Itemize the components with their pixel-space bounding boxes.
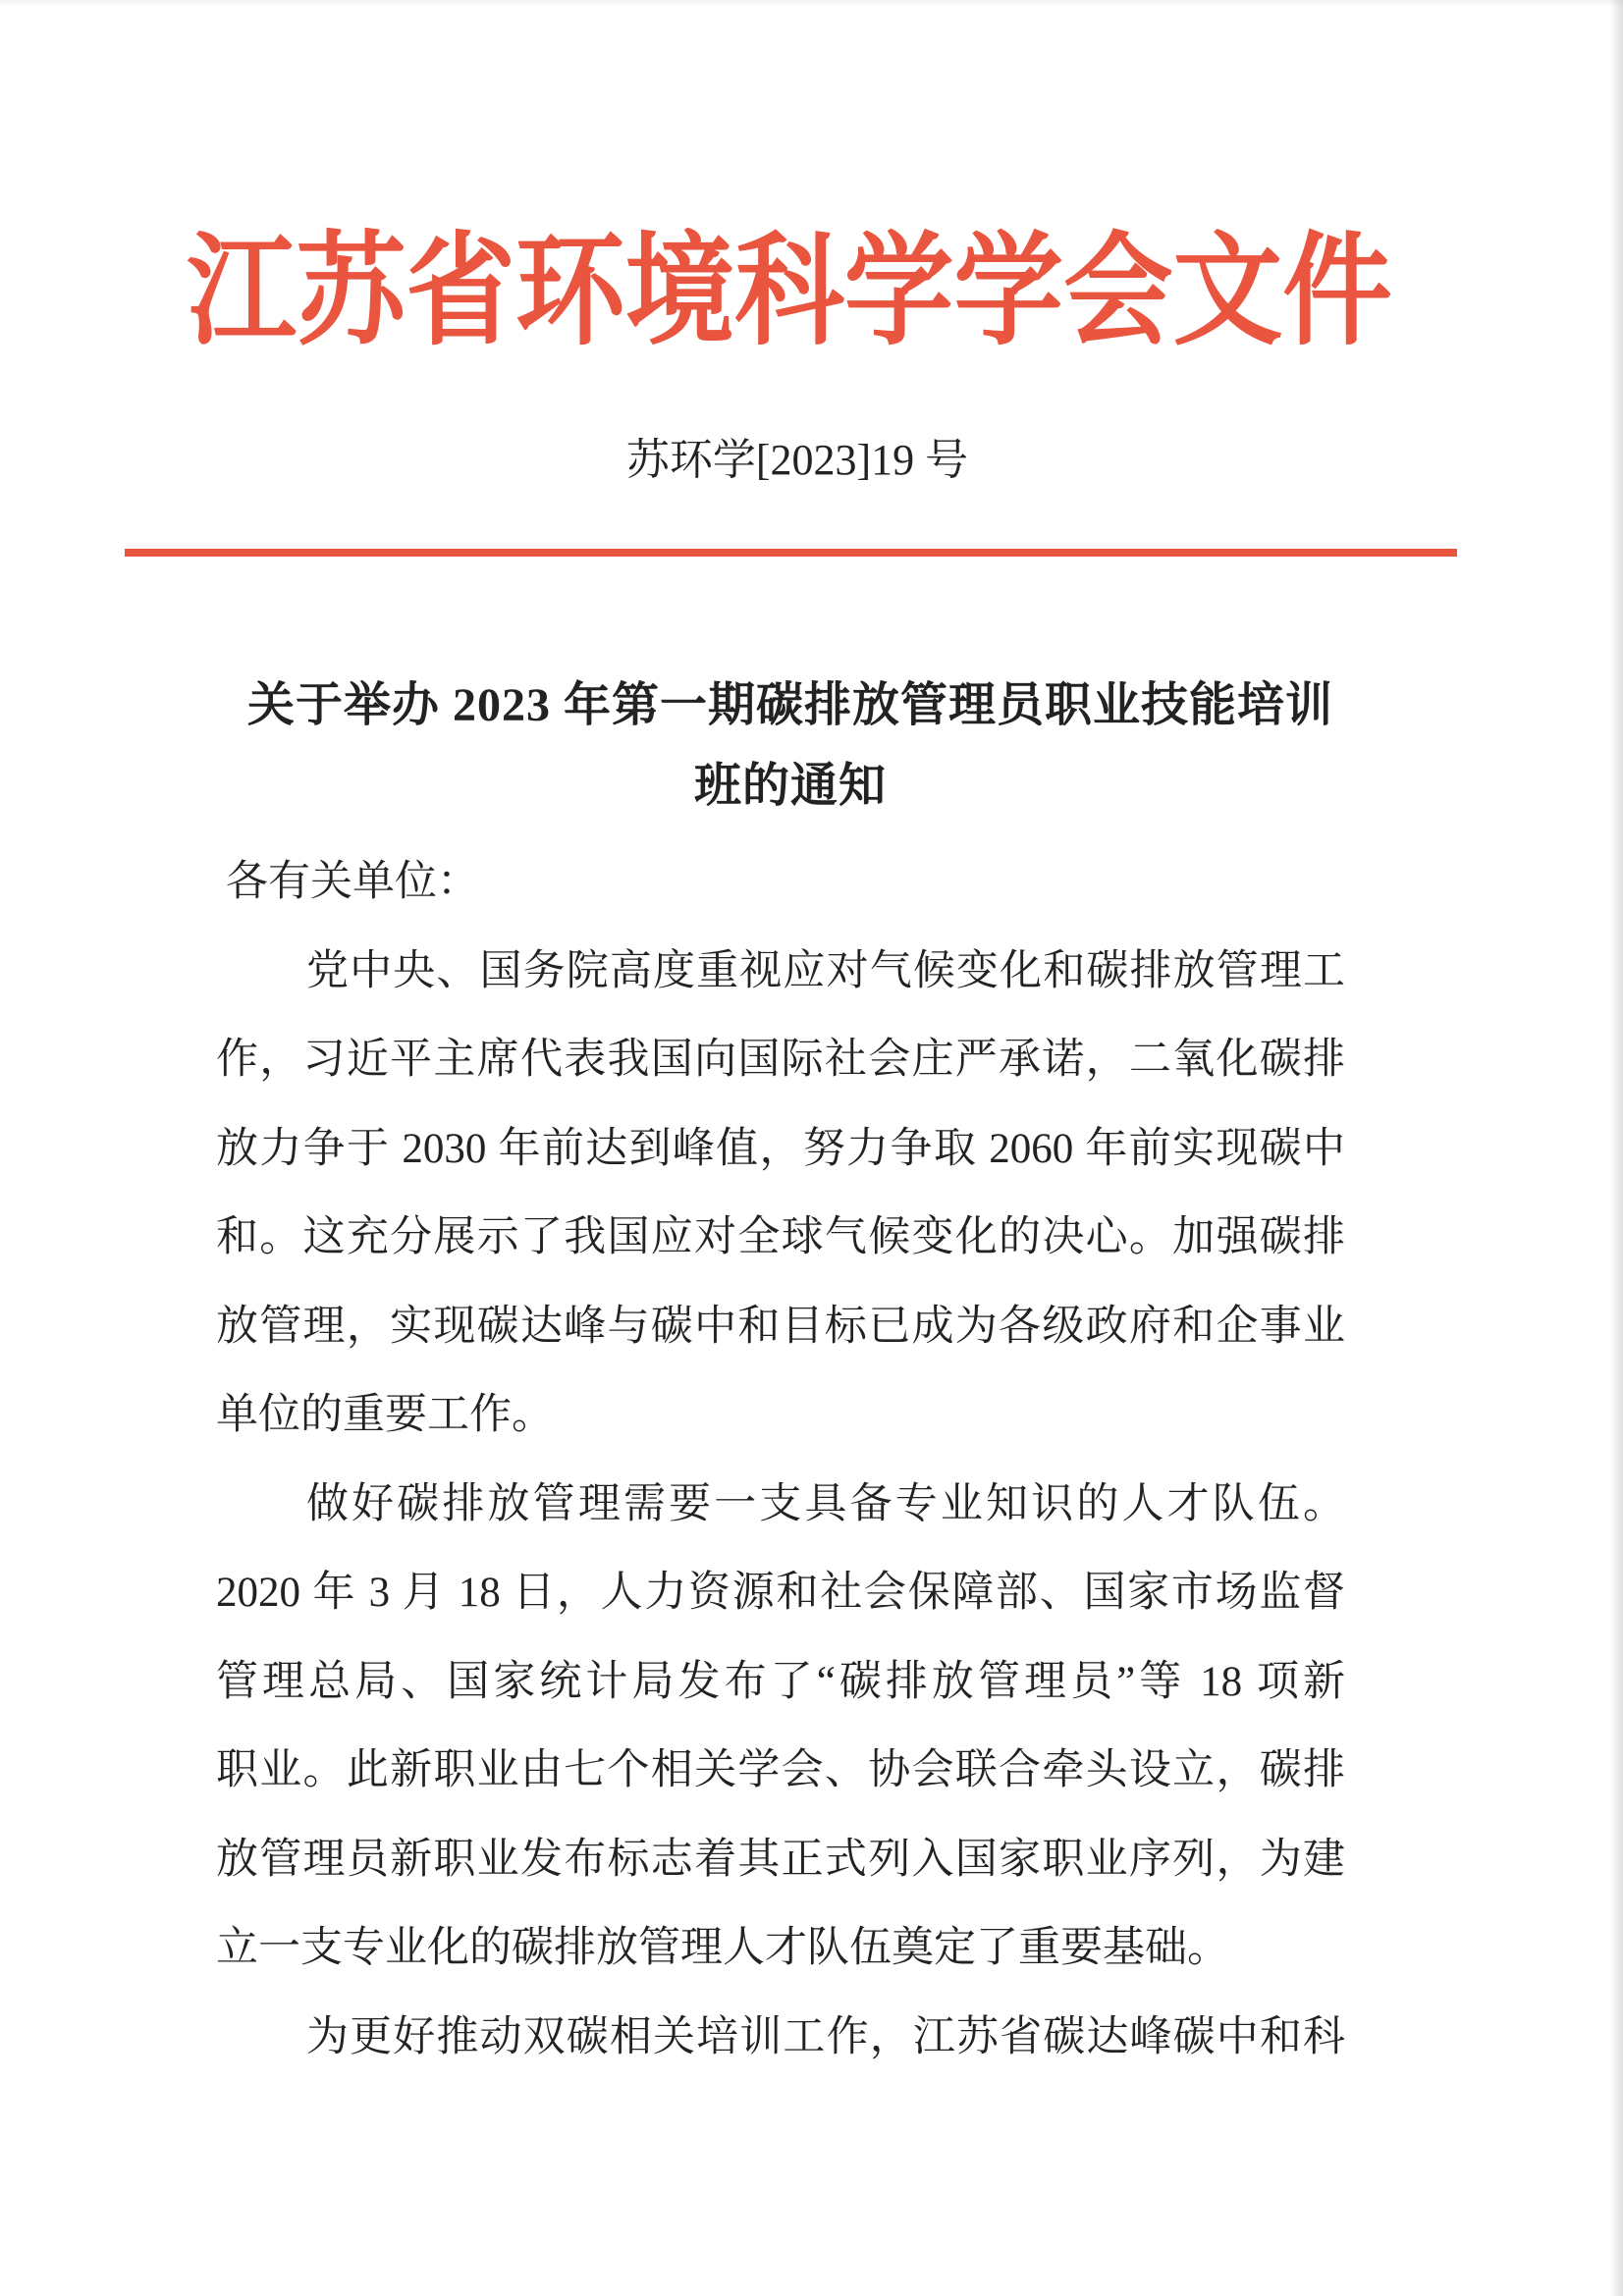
body-text-line: 放管理，实现碳达峰与碳中和目标已成为各级政府和企事业	[216, 1303, 1345, 1350]
paragraph-2	[216, 1461, 1345, 1994]
document-number: 苏环学[2023]19 号	[625, 436, 969, 484]
salutation: 各有关单位：	[226, 859, 479, 905]
body-text-line: 做好碳排放管理需要一支具备专业知识的人才队伍。	[306, 1480, 1345, 1527]
heading-line: 班的通知	[693, 760, 887, 812]
scan-shadow-top	[0, 0, 1623, 6]
body-text-line: 放管理员新职业发布标志着其正式列入国家职业序列，为建	[216, 1836, 1345, 1883]
letterhead-title	[0, 224, 1579, 361]
heading-line: 关于举办 2023 年第一期碳排放管理员职业技能培训	[246, 679, 1333, 731]
paragraph-1	[216, 928, 1345, 1461]
letterhead-title-text: 江苏省环境科学学会文件	[187, 225, 1392, 359]
body-text-line: 2020 年 3 月 18 日，人力资源和社会保障部、国家市场监督	[216, 1570, 1345, 1616]
body-text-line: 立一支专业化的碳排放管理人才队伍奠定了重要基础。	[216, 1925, 1229, 1971]
body-text-line: 单位的重要工作。	[216, 1392, 554, 1438]
body-text-line: 为更好推动双碳相关培训工作，江苏省碳达峰碳中和科	[306, 2013, 1345, 2060]
body-text-line: 放力争于 2030 年前达到峰值，努力争取 2060 年前实现碳中	[216, 1125, 1345, 1172]
paragraph-3	[216, 1994, 1345, 2083]
body-text-line: 作，习近平主席代表我国向国际社会庄严承诺，二氧化碳排	[216, 1037, 1345, 1083]
body-text-line: 职业。此新职业由七个相关学会、协会联合牵头设立，碳排	[216, 1747, 1345, 1793]
body-text-line: 管理总局、国家统计局发布了“碳排放管理员”等 18 项新	[216, 1658, 1345, 1705]
body-text-line: 和。这充分展示了我国应对全球气候变化的决心。加强碳排	[216, 1214, 1345, 1260]
notice-body	[216, 838, 1345, 2082]
scan-shadow-right	[1609, 0, 1623, 2296]
body-text-line: 党中央、国务院高度重视应对气候变化和碳排放管理工	[306, 947, 1345, 994]
red-divider-rule	[125, 549, 1457, 557]
notice-heading	[0, 666, 1581, 827]
